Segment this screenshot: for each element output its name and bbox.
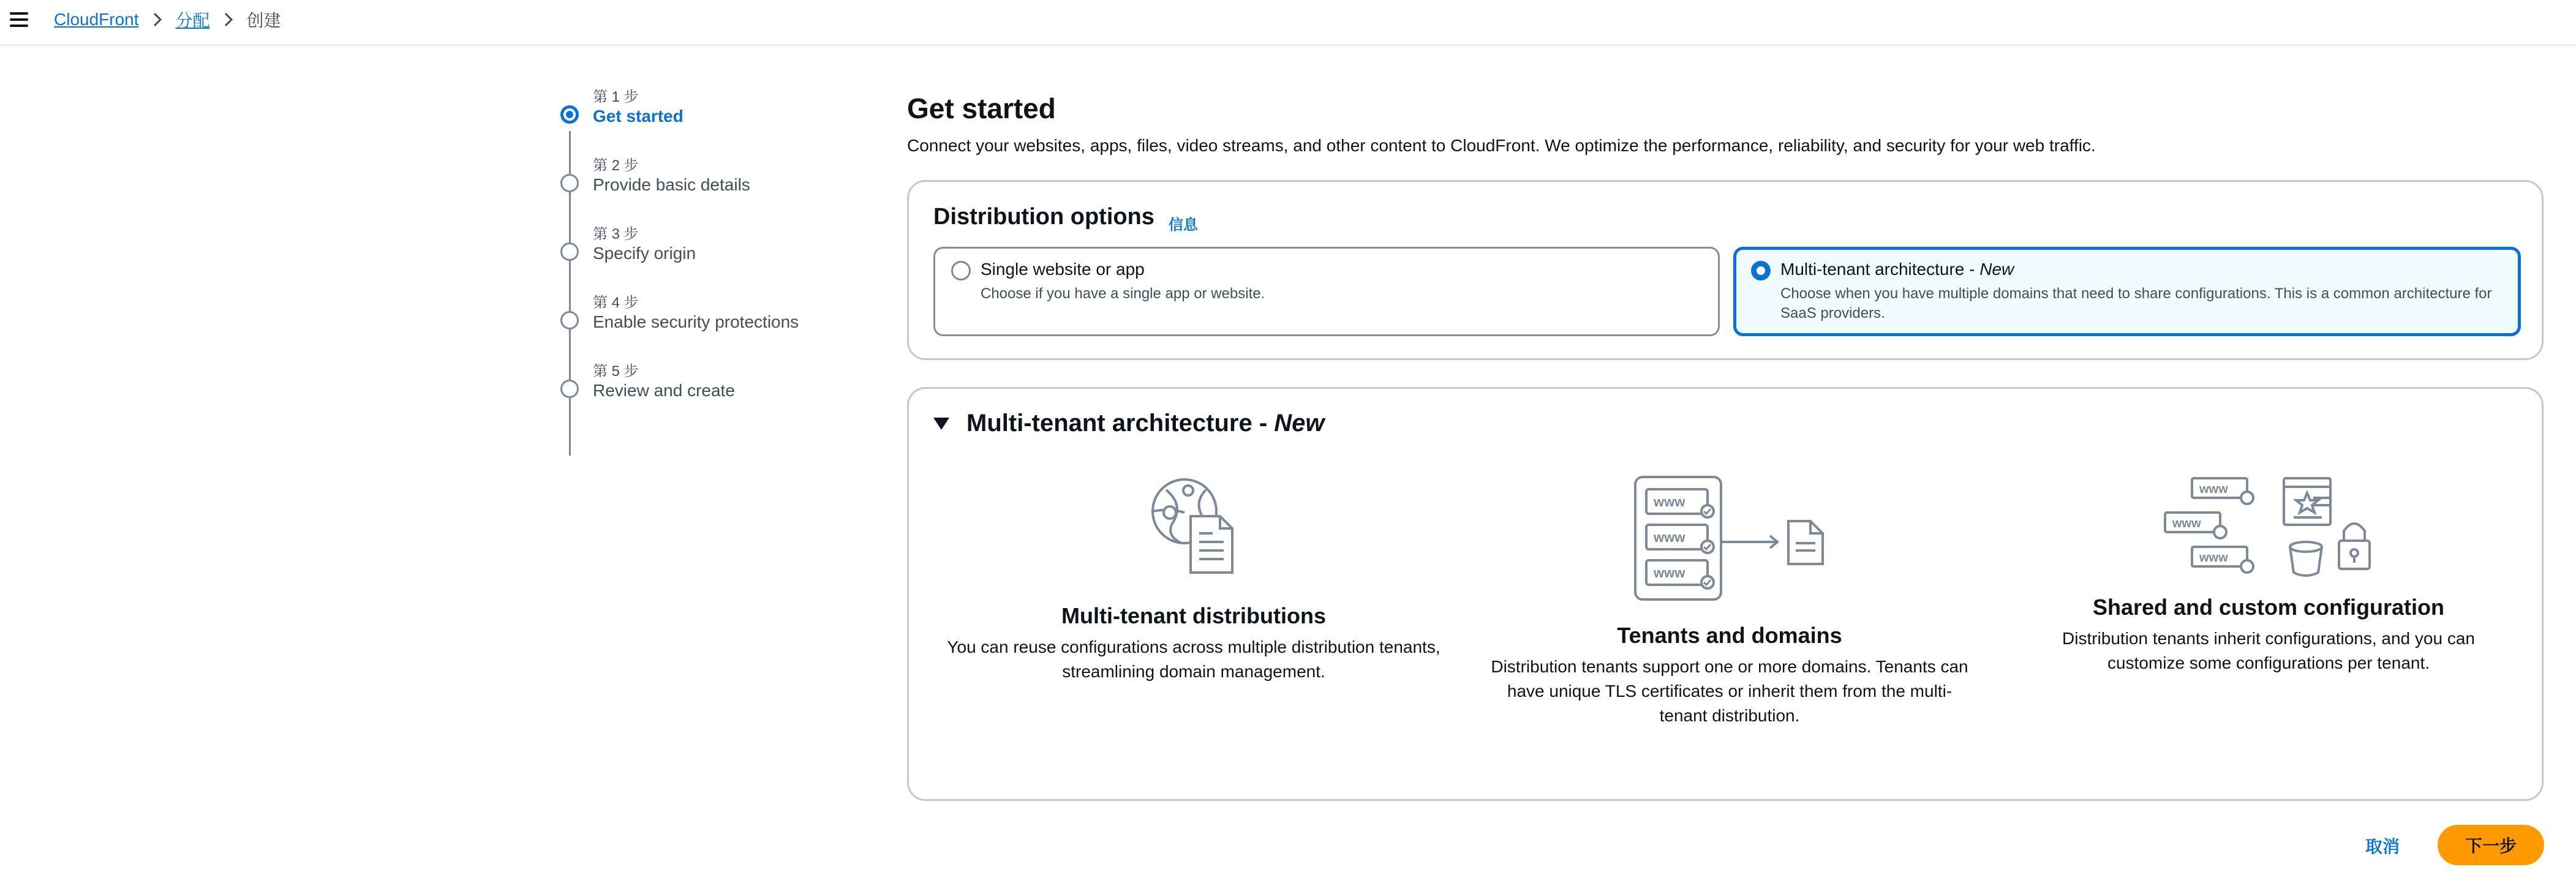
wizard-step-5 xyxy=(559,354,877,423)
step-label: Provide basic details xyxy=(593,175,750,194)
breadcrumb-distributions-link[interactable]: 分配 xyxy=(175,11,210,30)
www-label: www xyxy=(1654,530,1685,545)
www-label: www xyxy=(2199,551,2228,565)
feature-tenants-and-domains xyxy=(1469,475,1990,728)
distribution-options-title: Distribution options xyxy=(933,204,1154,230)
feature-title: Multi-tenant distributions xyxy=(1061,603,1326,628)
distribution-options-container xyxy=(907,180,2544,360)
feature-description: You can reuse configurations across multiple distribution tenants, streamlining domain management. xyxy=(947,637,1441,681)
page-description: Connect your websites, apps, files, video streams, and other content to CloudFront. We optimize the performance, reliability, and security for your web traffic. xyxy=(907,136,2096,155)
single-website-radio[interactable] xyxy=(951,261,971,280)
feature-description: Distribution tenants support one or more domains. Tenants can have unique TLS certificates or inherit them from the multi-tenant distribution. xyxy=(1491,657,1968,725)
step-number: 第 5 步 xyxy=(593,363,639,380)
breadcrumb-cloudfront-link[interactable]: CloudFront xyxy=(54,10,139,29)
caret-down-icon xyxy=(933,418,949,430)
shared-config-icon xyxy=(2161,475,2376,579)
breadcrumb xyxy=(54,7,281,32)
step-number: 第 1 步 xyxy=(593,89,639,105)
wizard-step-4 xyxy=(559,285,877,354)
page-title: Get started xyxy=(907,92,1056,124)
wizard-step-1[interactable] xyxy=(559,80,877,148)
hamburger-menu-icon[interactable] xyxy=(10,11,31,29)
cancel-button[interactable]: 取消 xyxy=(2358,830,2407,861)
step-pending-indicator-icon xyxy=(560,380,579,398)
feature-description: Distribution tenants inherit configurations, and you can customize some configurations per tenant. xyxy=(2062,629,2475,672)
option-description: Choose when you have multiple domains that need to share configurations. This is a common architecture for SaaS providers. xyxy=(1780,285,2492,321)
multi-tenant-option-tile[interactable] xyxy=(1733,247,2521,336)
multi-tenant-architecture-container xyxy=(907,387,2544,801)
www-label: www xyxy=(2199,483,2228,496)
step-current-indicator-icon xyxy=(560,105,579,124)
wizard-step-3 xyxy=(559,217,877,285)
chevron-right-icon xyxy=(153,12,162,28)
single-website-option-tile[interactable] xyxy=(933,247,1720,336)
step-number: 第 4 步 xyxy=(593,295,639,311)
feature-title: Shared and custom configuration xyxy=(2092,595,2445,620)
globe-document-icon xyxy=(1148,475,1240,579)
step-label: Specify origin xyxy=(593,244,696,263)
feature-multi-tenant-distributions xyxy=(933,475,1454,684)
step-label[interactable]: Get started xyxy=(593,107,684,126)
step-number: 第 2 步 xyxy=(593,157,639,174)
feature-shared-and-custom-configuration xyxy=(2008,475,2529,675)
option-title: Single website or app xyxy=(981,260,1145,279)
option-description: Choose if you have a single app or website. xyxy=(981,285,1265,302)
multi-tenant-radio[interactable] xyxy=(1751,261,1771,280)
step-pending-indicator-icon xyxy=(560,311,579,329)
servers-arrow-document-icon xyxy=(1632,475,1828,603)
multi-tenant-expand-toggle[interactable] xyxy=(933,410,1325,437)
multi-tenant-section-title: Multi-tenant architecture - New xyxy=(966,410,1325,437)
next-step-button[interactable]: 下一步 xyxy=(2438,825,2544,865)
feature-title: Tenants and domains xyxy=(1617,623,1842,648)
step-label: Enable security protections xyxy=(593,312,799,331)
step-label: Review and create xyxy=(593,381,735,400)
www-label: www xyxy=(1654,494,1685,509)
chevron-right-icon xyxy=(224,12,233,28)
top-navigation-bar xyxy=(0,0,2576,46)
step-pending-indicator-icon xyxy=(560,242,579,261)
www-label: www xyxy=(2172,517,2201,530)
info-link[interactable]: 信息 xyxy=(1169,217,1198,233)
wizard-step-2 xyxy=(559,148,877,217)
www-label: www xyxy=(1654,565,1685,581)
option-title: Multi-tenant architecture - New xyxy=(1780,260,2014,279)
step-number: 第 3 步 xyxy=(593,226,639,242)
breadcrumb-current: 创建 xyxy=(246,11,281,30)
step-pending-indicator-icon xyxy=(560,174,579,192)
